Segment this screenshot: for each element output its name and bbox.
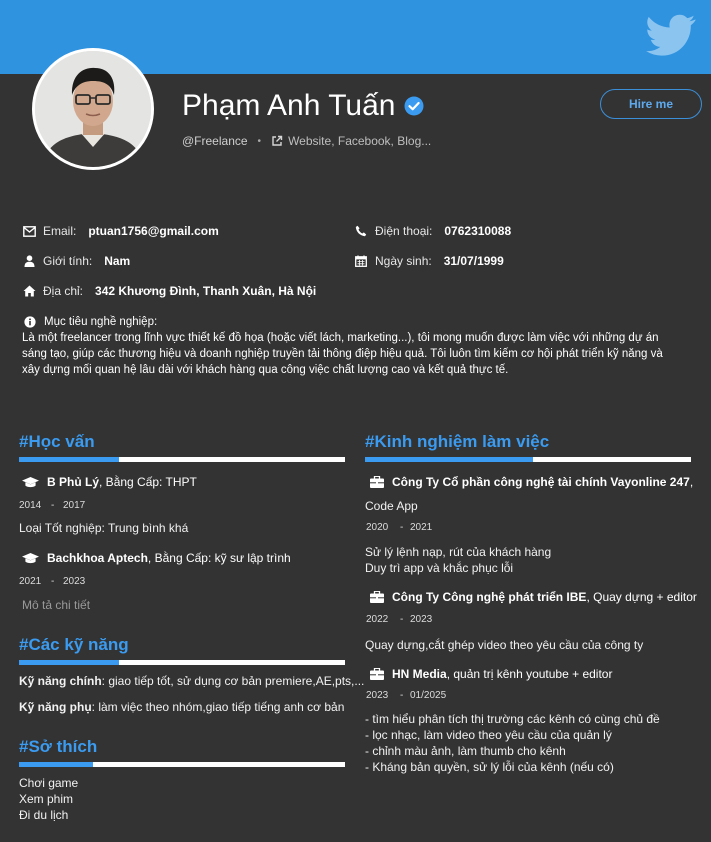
- experience-1-desc: Sử lý lệnh nạp, rút của khách hàng: [365, 545, 552, 559]
- email-value: ptuan1756@gmail.com: [88, 224, 219, 238]
- profile-subline: [182, 134, 431, 148]
- gender-value: Nam: [104, 254, 131, 268]
- skills-divider: [19, 660, 345, 665]
- skill-2-text: : làm việc theo nhóm,giao tiếp tiếng anh cơ bản: [91, 700, 345, 714]
- education-item-1-header: [22, 475, 197, 489]
- address-row: [22, 284, 316, 298]
- email-row: [22, 224, 219, 238]
- education-2-school: Bachkhoa Aptech: [47, 551, 148, 565]
- experience-2-desc: Quay dựng,cắt ghép video theo yêu cầu của công ty: [365, 638, 644, 652]
- education-2-start: 2021: [19, 576, 42, 587]
- education-1-sep: -: [51, 500, 55, 511]
- calendar-icon: [354, 255, 368, 267]
- experience-2-company: Công Ty Công nghệ phát triển IBE: [392, 590, 587, 604]
- experience-3-desc: - Kháng bản quyền, sử lý lỗi của kênh (nếu có): [365, 760, 614, 774]
- experience-3-company: HN Media: [392, 667, 447, 681]
- education-1-desc: Loại Tốt nghiệp: Trung bình khá: [19, 521, 189, 535]
- address-label: Địa chỉ:: [43, 284, 84, 298]
- email-label: Email:: [43, 224, 77, 238]
- home-icon: [22, 285, 36, 297]
- briefcase-icon: [370, 668, 384, 680]
- education-2-desc: Mô tả chi tiết: [22, 598, 91, 612]
- profile-name: Phạm Anh Tuấn: [182, 89, 396, 122]
- profile-links-text[interactable]: Website, Facebook, Blog...: [288, 134, 432, 148]
- education-2-sep: -: [51, 576, 55, 587]
- birth-row: [354, 254, 504, 268]
- profile-links[interactable]: [271, 134, 431, 148]
- experience-item-3-header: [370, 667, 612, 681]
- experience-1-start: 2020: [366, 522, 389, 533]
- external-link-icon: [271, 135, 283, 147]
- education-2-degree: , Bằng Cấp: kỹ sư lập trình: [147, 551, 291, 565]
- hobby-item: Chơi game: [19, 776, 79, 790]
- experience-2-start: 2022: [366, 614, 389, 625]
- skill-item-2: [19, 700, 344, 714]
- skills-title: #Các kỹ năng: [19, 635, 129, 654]
- skill-2-label: Kỹ năng phụ: [19, 700, 92, 714]
- experience-divider: [365, 457, 691, 462]
- experience-3-sep: -: [400, 690, 404, 701]
- separator-dot: •: [257, 135, 262, 147]
- education-1-start: 2014: [19, 500, 42, 511]
- gender-row: [22, 254, 130, 268]
- experience-item-1-header: [370, 475, 693, 489]
- experience-1-company: Công Ty Cổ phần công nghệ tài chính Vayonline 247: [392, 475, 690, 489]
- hobbies-title: #Sở thích: [19, 737, 98, 756]
- experience-3-desc: - tìm hiểu phân tích thị trường các kênh có cùng chủ đề: [365, 712, 660, 726]
- briefcase-icon: [370, 591, 384, 603]
- experience-1-desc: Duy trì app và khắc phục lỗi: [365, 561, 514, 575]
- education-1-school: B Phủ Lý: [47, 475, 100, 489]
- experience-3-end: 01/2025: [410, 690, 447, 701]
- experience-3-desc: - chỉnh màu ảnh, làm thumb cho kênh: [365, 744, 566, 758]
- profile-handle: @Freelance: [182, 134, 248, 148]
- hobbies-divider: [19, 762, 345, 767]
- experience-1-sep: -: [400, 522, 404, 533]
- education-title: #Học vấn: [19, 432, 95, 451]
- phone-row: [354, 224, 511, 238]
- phone-icon: [354, 225, 368, 237]
- experience-2-role-inline: , Quay dựng + editor: [586, 590, 697, 604]
- experience-1-role: Code App: [365, 499, 418, 513]
- briefcase-icon: [370, 476, 384, 488]
- education-2-end: 2023: [63, 576, 86, 587]
- experience-2-sep: -: [400, 614, 404, 625]
- experience-3-desc: - lọc nhạc, làm video theo yêu cầu của quản lý: [365, 728, 612, 742]
- skill-1-label: Kỹ năng chính: [19, 674, 102, 688]
- graduation-cap-icon: [22, 477, 39, 488]
- gender-label: Giới tính:: [43, 254, 93, 268]
- experience-3-start: 2023: [366, 690, 389, 701]
- hobby-item: Xem phim: [19, 792, 74, 806]
- twitter-bird-icon: [643, 10, 699, 60]
- objective-label: Mục tiêu nghề nghiệp:: [44, 316, 158, 328]
- experience-title: #Kinh nghiệm làm việc: [365, 432, 550, 451]
- education-item-2-header: [22, 551, 291, 565]
- education-1-degree: , Bằng Cấp: THPT: [99, 475, 197, 489]
- hobby-item: Đi du lịch: [19, 808, 69, 822]
- envelope-icon: [22, 226, 36, 237]
- info-icon: [24, 316, 36, 328]
- address-value: 342 Khương Đình, Thanh Xuân, Hà Nội: [95, 284, 317, 298]
- skill-1-text: : giao tiếp tốt, sử dụng cơ bản premiere,AE,pts,...: [101, 674, 365, 688]
- experience-2-end: 2023: [410, 614, 433, 625]
- graduation-cap-icon: [22, 553, 39, 564]
- experience-3-role-inline: , quản trị kênh youtube + editor: [446, 667, 613, 681]
- verified-icon: [404, 96, 424, 116]
- user-icon: [22, 255, 36, 267]
- phone-label: Điện thoại:: [375, 224, 433, 238]
- experience-1-end: 2021: [410, 522, 433, 533]
- phone-value: 0762310088: [444, 224, 512, 238]
- avatar: [32, 48, 154, 170]
- career-objective: [22, 314, 682, 378]
- skill-item-1: [19, 674, 364, 688]
- profile-name-row: [182, 88, 424, 124]
- education-1-end: 2017: [63, 500, 86, 511]
- experience-1-role-inline: ,: [689, 475, 694, 489]
- education-divider: [19, 457, 345, 462]
- experience-item-2-header: [370, 590, 697, 604]
- birth-value: 31/07/1999: [443, 254, 504, 268]
- avatar-photo: [35, 51, 151, 167]
- objective-text: Là một freelancer trong lĩnh vực thiết kế đồ họa (hoặc viết lách, marketing...), tôi mong muốn được làm việc với những dự án sáng tạo, giúp các thương hiệu và doanh nghiệp truyền tải thông điệp hiệu quả. Tôi luôn tìm kiếm cơ hội phát triển kỹ năng và xây dựng mối quan hệ lâu dài với khách hàng qua công việc chất lượng cao và kết quả thực tế.: [22, 332, 663, 376]
- hire-me-button[interactable]: Hire me: [600, 89, 702, 119]
- birth-label: Ngày sinh:: [375, 254, 432, 268]
